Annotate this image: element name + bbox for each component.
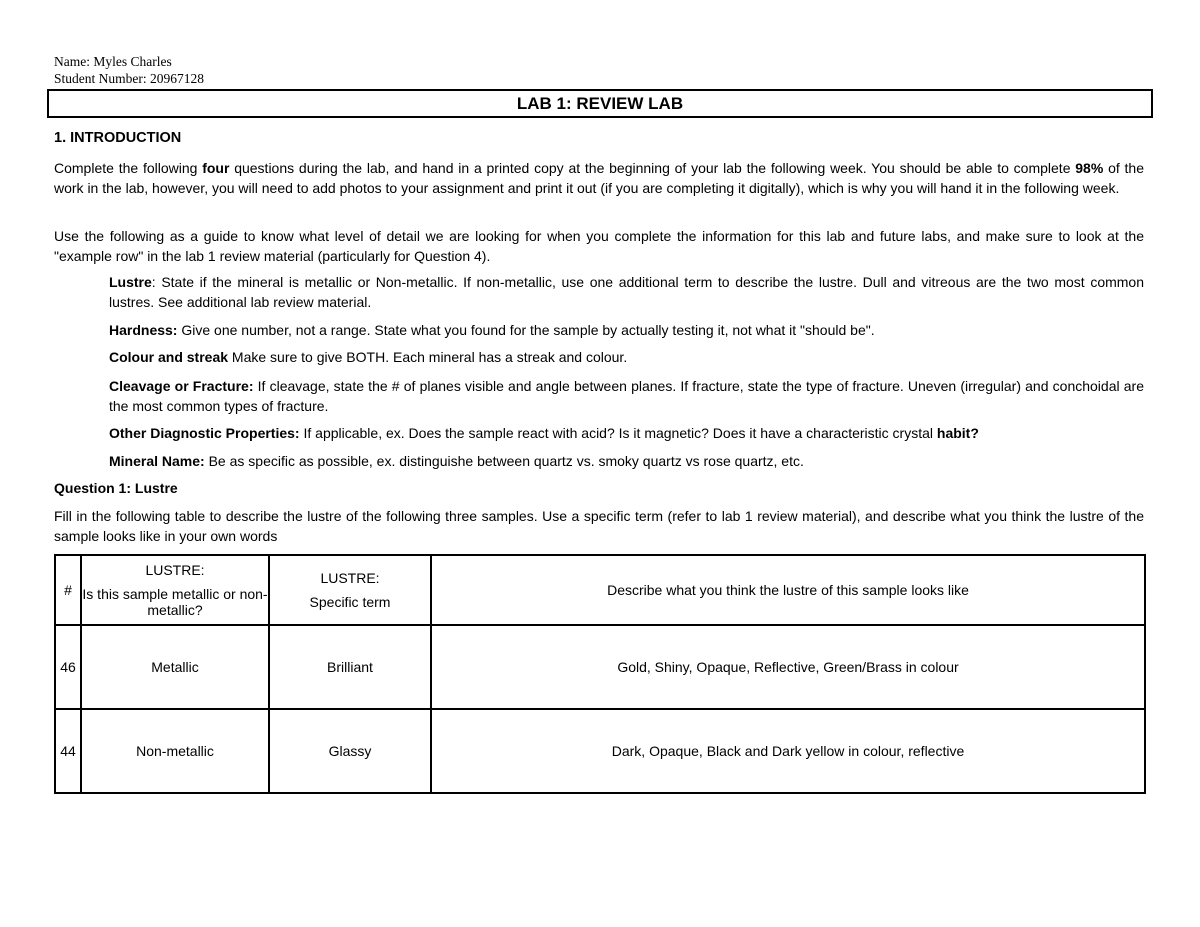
sample-number: 46 <box>55 625 81 709</box>
metallic-cell[interactable]: Metallic <box>81 625 269 709</box>
guide-other-properties <box>109 423 1144 443</box>
guide-mineral-name <box>109 451 1144 471</box>
guide-name-label: Mineral Name: <box>109 453 205 469</box>
description-cell[interactable]: Dark, Opaque, Black and Dark yellow in colour, reflective <box>431 709 1145 793</box>
guide-lustre-label: Lustre <box>109 274 152 290</box>
question-1-instructions: Fill in the following table to describe the lustre of the following three samples. Use a specific term (refer to lab 1 review material), and describe what you think the lustre of the sample looks like in your own words <box>54 508 1144 544</box>
table-header-row <box>55 555 1145 625</box>
header-metallic-question: Is this sample metallic or non-metallic? <box>82 586 268 618</box>
guide-name-text: Be as specific as possible, ex. distinguishe between quartz vs. smoky quartz vs rose quartz, etc. <box>204 453 804 469</box>
guide-other-label: Other Diagnostic Properties: <box>109 425 300 441</box>
guide-cleavage-text: If cleavage, state the # of planes visible and angle between planes. If fracture, state the type of fracture. Uneven (irregular) and conchoidal are the most common types of fracture. <box>109 378 1144 414</box>
guide-colour-streak <box>109 347 1144 367</box>
p1-part-c: questions during the lab, and hand in a printed copy at the beginning of your lab the following week. You should be able to complete <box>229 160 1076 176</box>
p1-part-a: Complete the following <box>54 160 203 176</box>
description-cell[interactable]: Gold, Shiny, Opaque, Reflective, Green/Brass in colour <box>431 625 1145 709</box>
table-row <box>55 709 1145 793</box>
header-term-title: LUSTRE: <box>320 570 380 586</box>
question-1-heading: Question 1: Lustre <box>54 480 178 496</box>
header-metallic-title: LUSTRE: <box>145 562 205 578</box>
header-description: Describe what you think the lustre of this sample looks like <box>431 555 1145 625</box>
header-metallic <box>81 555 269 625</box>
sample-number: 44 <box>55 709 81 793</box>
guide-other-text: If applicable, ex. Does the sample react with acid? Is it magnetic? Does it have a characteristic crystal <box>299 425 937 441</box>
student-number: Student Number: 20967128 <box>54 71 204 86</box>
guide-cleavage-fracture <box>109 376 1144 416</box>
guide-lustre-text: : State if the mineral is metallic or Non-metallic. If non-metallic, use one additional term to describe the lustre. Dull and vitreous are the two most common lustres. See additional lab review material. <box>109 274 1144 310</box>
lustre-table <box>54 554 1146 794</box>
guide-lustre <box>109 272 1144 312</box>
term-cell[interactable]: Glassy <box>269 709 431 793</box>
guide-hardness-label: Hardness: <box>109 322 178 338</box>
guide-cleavage-label: Cleavage or Fracture: <box>109 378 254 394</box>
table-row <box>55 625 1145 709</box>
metallic-cell[interactable]: Non-metallic <box>81 709 269 793</box>
intro-paragraph-1 <box>54 158 1144 198</box>
guide-hardness <box>109 320 1144 340</box>
header-number: # <box>55 555 81 625</box>
guide-hardness-text: Give one number, not a range. State what you found for the sample by actually testing it, not what it "should be". <box>177 322 875 338</box>
student-name: Name: Myles Charles <box>54 54 172 69</box>
guide-colour-text: Make sure to give BOTH. Each mineral has a streak and colour. <box>228 349 628 365</box>
guide-colour-label: Colour and streak <box>109 349 229 365</box>
p1-part-e: of the work in the lab, however, you will need to add photos to your assignment and print it out (if you are completing it digitally), which is why you will hand it in the following week. <box>54 160 1144 196</box>
header-term-subtitle: Specific term <box>309 594 391 610</box>
header-specific-term <box>269 555 431 625</box>
p1-bold-four: four <box>202 160 230 176</box>
term-cell[interactable]: Brilliant <box>269 625 431 709</box>
guide-other-habit: habit? <box>936 425 979 441</box>
lab-title: LAB 1: REVIEW LAB <box>47 89 1153 118</box>
intro-heading: 1. INTRODUCTION <box>54 130 182 146</box>
intro-paragraph-2: Use the following as a guide to know what level of detail we are looking for when you complete the information for this lab and future labs, and make sure to look at the "example row" in the lab 1 review material (particularly for Question 4). <box>54 228 1144 264</box>
p1-bold-percent: 98% <box>1075 160 1104 176</box>
